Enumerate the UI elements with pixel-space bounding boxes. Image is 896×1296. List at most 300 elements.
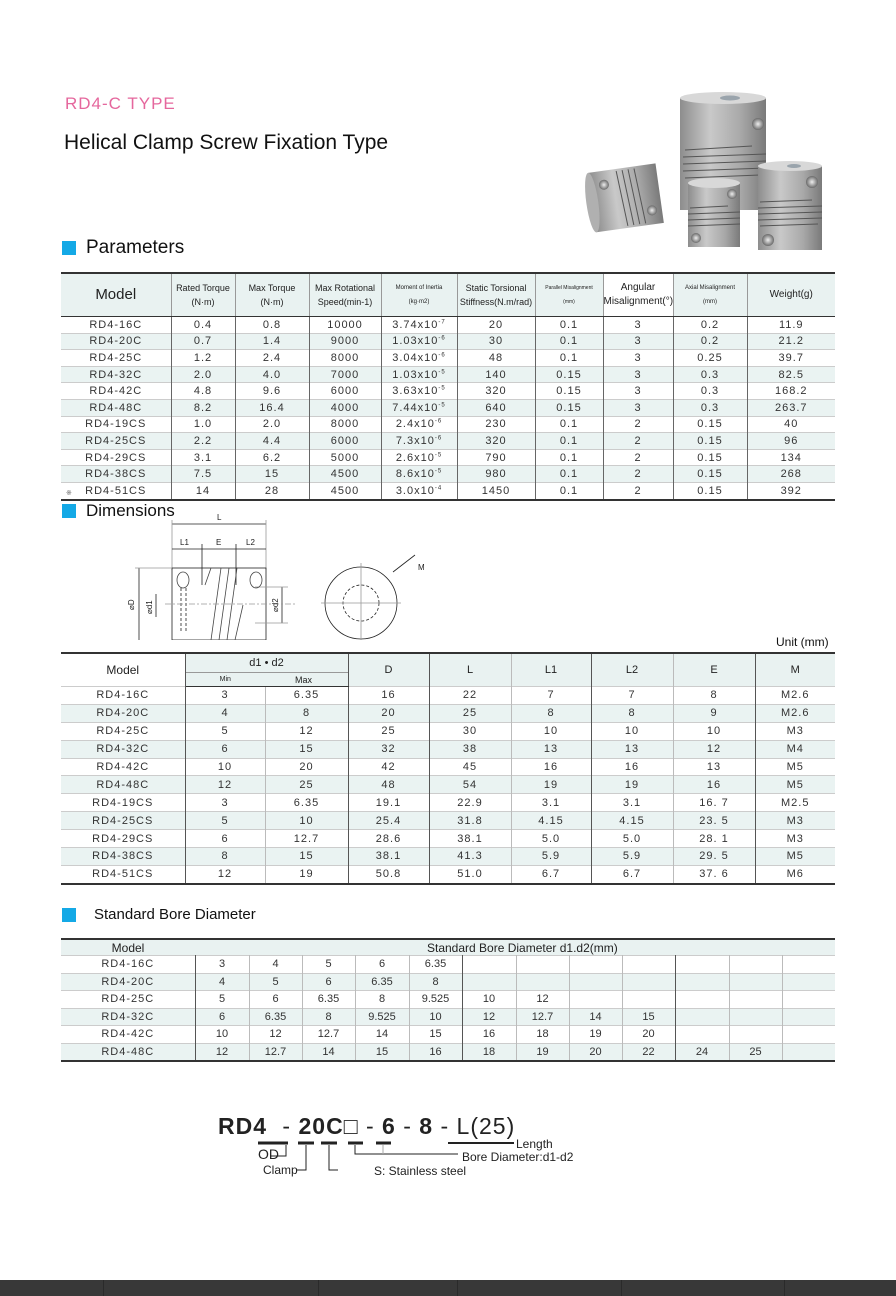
cell-bore-value: 8 [302,1008,355,1026]
cell-max: 19 [265,865,348,883]
cell-e: 13 [673,758,755,776]
cell-d: 32 [348,740,429,758]
cell-rated: 0.7 [171,333,235,350]
cell-bore-value: 19 [516,1043,569,1061]
cell-angular: 3 [603,366,673,383]
cell-parallel: 0.1 [535,317,603,334]
col-header-line2: (mm) [703,299,717,305]
cell-bore-value [729,991,782,1009]
cell-e: 12 [673,740,755,758]
cell-model: RD4-25C [61,991,195,1009]
cell-e: 10 [673,722,755,740]
inertia-exponent: -5 [438,402,446,409]
inertia-base: 7.44x10 [392,401,439,414]
cell-stiffness: 230 [457,416,535,433]
cell-bore-value: 15 [409,1026,462,1044]
cell-d: 42 [348,758,429,776]
label-clamp: Clamp [263,1163,298,1177]
table-row [61,416,835,433]
cell-inertia [381,449,457,466]
table-row [61,865,835,883]
code-material-box: □ [343,1113,359,1139]
cell-min: 3 [185,794,265,812]
cell-angular: 2 [603,466,673,483]
coupling-medium-right [758,161,822,250]
col-header [171,273,235,317]
label-L2: L2 [246,538,255,547]
inertia-exponent: -5 [438,385,446,392]
cell-d: 50.8 [348,865,429,883]
cell-bore-value: 6 [195,1008,249,1026]
section-bullet-icon [62,241,76,255]
cell-speed: 4000 [309,399,381,416]
cell-bore-value: 6.35 [355,973,409,991]
cell-max: 16.4 [235,399,309,416]
cell-model: RD4-48C [61,399,171,416]
col-header-max: Max [265,673,348,687]
cell-max: 12 [265,722,348,740]
standard-bore-table [61,938,835,1062]
cell-max: 9.6 [235,383,309,400]
cell-bore-value: 12 [462,1008,516,1026]
inertia-exponent: -6 [434,435,443,442]
cell-max: 2.0 [235,416,309,433]
cell-m: M2.5 [755,794,835,812]
cell-parallel: 0.15 [535,366,603,383]
cell-inertia [381,416,457,433]
col-header [309,273,381,317]
cell-bore-value: 12 [249,1026,302,1044]
code-d2: 8 [419,1113,434,1139]
cell-bore-value: 22 [622,1043,675,1061]
inertia-base: 1.03x10 [392,368,439,381]
table-row [61,740,835,758]
label-od: OD [258,1146,279,1162]
cell-angular: 3 [603,399,673,416]
cell-angular: 3 [603,333,673,350]
cell-model: RD4-20C [61,333,171,350]
cell-bore-value: 16 [462,1026,516,1044]
parameters-table [61,272,835,501]
cell-l: 25 [429,704,511,722]
cell-d: 25 [348,722,429,740]
cell-model: RD4-32C [61,366,171,383]
cell-parallel: 0.15 [535,399,603,416]
cell-bore-value: 15 [355,1043,409,1061]
inertia-base: 3.0x10 [395,484,435,497]
cell-bore-value: 8 [409,973,462,991]
col-header-line1: Model [95,286,137,303]
table-row [61,350,835,367]
unit-label: Unit (mm) [776,635,829,649]
cell-bore-value: 6.35 [302,991,355,1009]
section-bore-title: Standard Bore Diameter [94,906,256,923]
cell-max: 20 [265,758,348,776]
cell-bore-value: 10 [462,991,516,1009]
cell-max: 6.35 [265,687,348,705]
cell-parallel: 0.15 [535,383,603,400]
cell-model: RD4-42C [61,758,185,776]
cell-l: 38 [429,740,511,758]
cell-weight: 39.7 [747,350,835,367]
cell-model: RD4-20C [61,973,195,991]
col-header-L1: L1 [511,653,591,687]
cell-stiffness: 20 [457,317,535,334]
col-header-d1-d2: d1 • d2 [185,653,348,673]
cell-m: M5 [755,758,835,776]
cell-speed: 10000 [309,317,381,334]
cell-axial: 0.2 [673,317,747,334]
section-dimensions-title: Dimensions [86,501,175,520]
cell-speed: 8000 [309,350,381,367]
cell-min: 6 [185,740,265,758]
cell-bore-value: 12.7 [302,1026,355,1044]
cell-l1: 13 [511,740,591,758]
col-header-line1: Static Torsional [465,283,527,293]
cell-model: RD4-29CS [61,449,171,466]
col-header [673,273,747,317]
cell-l1: 7 [511,687,591,705]
cell-model: RD4-16C [61,687,185,705]
cell-l1: 3.1 [511,794,591,812]
label-d2: ⌀d2 [271,598,280,612]
table-row [61,466,835,483]
col-header [603,273,673,317]
cell-stiffness: 790 [457,449,535,466]
cell-min: 4 [185,704,265,722]
cell-m: M4 [755,740,835,758]
cell-bore-value: 18 [516,1026,569,1044]
cell-model: RD4-25CS [61,812,185,830]
inertia-base: 7.3x10 [395,434,435,447]
cell-l2: 13 [591,740,673,758]
cell-bore-value [675,991,729,1009]
cell-bore-value [782,1043,835,1061]
cell-bore-value: 10 [409,1008,462,1026]
cell-stiffness: 320 [457,383,535,400]
cell-speed: 5000 [309,449,381,466]
cell-stiffness: 980 [457,466,535,483]
cell-e: 8 [673,687,755,705]
cell-m: M3 [755,830,835,848]
label-length: Length [516,1137,553,1151]
cell-bore-value: 20 [622,1026,675,1044]
table-row [61,433,835,450]
inertia-base: 3.04x10 [392,351,439,364]
cell-stiffness: 640 [457,399,535,416]
label-d1: ⌀d1 [145,600,154,614]
cell-l2: 19 [591,776,673,794]
cell-speed: 7000 [309,366,381,383]
cell-max: 0.8 [235,317,309,334]
inertia-base: 3.74x10 [392,318,439,331]
cell-d: 28.6 [348,830,429,848]
cell-inertia [381,482,457,499]
cell-m: M2.6 [755,704,835,722]
cell-parallel: 0.1 [535,449,603,466]
col-header-line2: Speed(min-1) [317,297,373,307]
cell-bore-value: 19 [569,1026,622,1044]
cell-model: RD4-25C [61,722,185,740]
cell-d: 16 [348,687,429,705]
table-row [61,1008,835,1026]
cell-bore-value: 3 [195,956,249,974]
cell-bore-value: 20 [569,1043,622,1061]
inertia-exponent: -5 [434,451,443,458]
cell-max: 15 [265,848,348,866]
cell-weight: 96 [747,433,835,450]
cell-speed: 4500 [309,482,381,499]
cell-angular: 2 [603,416,673,433]
col-header-model: Model [61,939,195,956]
table-row [61,449,835,466]
cell-stiffness: 140 [457,366,535,383]
cell-bore-value: 4 [195,973,249,991]
cell-min: 3 [185,687,265,705]
cell-bore-value [782,991,835,1009]
cell-stiffness: 30 [457,333,535,350]
cell-l1: 10 [511,722,591,740]
cell-model: RD4-38CS [61,466,171,483]
cell-bore-value [569,956,622,974]
cell-model: RD4-20C [61,704,185,722]
cell-model: RD4-42C [61,1026,195,1044]
cell-d: 20 [348,704,429,722]
col-header [61,273,171,317]
cell-bore-value [782,1008,835,1026]
cell-rated: 3.1 [171,449,235,466]
cell-bore-value: 25 [729,1043,782,1061]
cell-model: RD4-19CS [61,416,171,433]
cell-bore-value: 4 [249,956,302,974]
cell-d: 19.1 [348,794,429,812]
label-D: ⌀D [127,599,136,610]
cell-bore-value: 24 [675,1043,729,1061]
bottom-bar [0,1280,896,1296]
col-header-line1: Max Rotational [314,283,376,293]
part-number-code [218,1113,515,1140]
code-dash: - [440,1113,450,1139]
dimension-drawing [125,510,435,640]
cell-speed: 6000 [309,383,381,400]
cell-bore-value [729,973,782,991]
col-header [535,273,603,317]
cell-axial: 0.2 [673,333,747,350]
cell-e: 29. 5 [673,848,755,866]
cell-bore-value: 14 [302,1043,355,1061]
col-header-line2: Misalignment(°) [603,296,674,307]
cell-max: 2.4 [235,350,309,367]
inertia-exponent: -7 [438,319,446,326]
cell-parallel: 0.1 [535,333,603,350]
cell-rated: 8.2 [171,399,235,416]
cell-bore-value: 6 [355,956,409,974]
cell-parallel: 0.1 [535,466,603,483]
section-parameters [62,237,184,259]
cell-bore-value [729,956,782,974]
cell-bore-value [729,1008,782,1026]
code-clamp: C [326,1113,344,1139]
cell-axial: 0.15 [673,416,747,433]
cell-bore-value: 9.525 [355,1008,409,1026]
cell-max: 15 [265,740,348,758]
cell-m: M6 [755,865,835,883]
inertia-exponent: -5 [438,368,446,375]
col-header-line2: (N·m) [260,297,284,307]
col-header-line2: Stiffness(N.m/rad) [459,297,533,307]
cell-l: 41.3 [429,848,511,866]
cell-l2: 4.15 [591,812,673,830]
cell-l2: 7 [591,687,673,705]
cell-bore-value [622,991,675,1009]
cell-rated: 2.0 [171,366,235,383]
inertia-exponent: -5 [434,468,443,475]
cell-bore-value [729,1026,782,1044]
label-bore-diameter: Bore Diameter:d1-d2 [462,1150,574,1164]
col-header-line1: Axial Misalignment [684,285,736,291]
col-header-line1: Parallel Misalignment [545,285,593,291]
cell-l2: 5.0 [591,830,673,848]
cell-bore-value: 9.525 [409,991,462,1009]
cell-inertia [381,433,457,450]
cell-model: RD4-51CS [61,865,185,883]
cell-parallel: 0.1 [535,416,603,433]
table-row [61,1043,835,1061]
code-od: 20 [298,1113,327,1139]
cell-max: 4.0 [235,366,309,383]
table-row [61,991,835,1009]
cell-max: 4.4 [235,433,309,450]
cell-l: 30 [429,722,511,740]
cell-model: RD4-16C [61,317,171,334]
cell-angular: 3 [603,317,673,334]
cell-bore-value: 16 [409,1043,462,1061]
table-row [61,758,835,776]
label-L1: L1 [180,538,189,547]
col-header-line1: Angular [620,282,656,293]
cell-l1: 5.0 [511,830,591,848]
cell-bore-value [782,973,835,991]
cell-axial: 0.15 [673,466,747,483]
cell-inertia [381,317,457,334]
bottom-bar-segment [785,1280,896,1296]
cell-model: RD4-48C [61,776,185,794]
cell-parallel: 0.1 [535,350,603,367]
col-header-min: Min [185,673,265,687]
col-header-model: Model [61,653,185,687]
col-header-M: M [755,653,835,687]
code-length: L(25) [456,1113,516,1139]
cell-angular: 3 [603,350,673,367]
cell-axial: 0.3 [673,383,747,400]
cell-l: 54 [429,776,511,794]
cell-weight: 11.9 [747,317,835,334]
note-mark: ※ [66,490,72,497]
section-standard-bore [62,906,256,923]
cell-d: 25.4 [348,812,429,830]
dimensions-table [61,652,835,885]
section-parameters-title: Parameters [86,237,185,258]
cell-max: 1.4 [235,333,309,350]
cell-speed: 9000 [309,333,381,350]
cell-m: M5 [755,776,835,794]
cell-d: 48 [348,776,429,794]
cell-max: 6.2 [235,449,309,466]
cell-bore-value: 6 [249,991,302,1009]
cell-bore-value [569,991,622,1009]
cell-l: 22.9 [429,794,511,812]
cell-min: 5 [185,812,265,830]
coupling-small-middle [688,178,740,247]
label-M: M [418,563,425,572]
cell-inertia [381,333,457,350]
cell-angular: 2 [603,449,673,466]
cell-bore-value: 12 [516,991,569,1009]
cell-m: M2.6 [755,687,835,705]
cell-bore-value [569,973,622,991]
table-row [61,366,835,383]
cell-rated: 7.5 [171,466,235,483]
cell-l1: 8 [511,704,591,722]
code-dash: - [365,1113,375,1139]
cell-angular: 3 [603,383,673,400]
col-header-line1: Rated Torque [176,283,230,293]
col-header-L: L [429,653,511,687]
bottom-bar-segment [319,1280,458,1296]
inertia-exponent: -4 [434,485,443,492]
cell-model: RD4-25CS [61,433,171,450]
cell-model: RD4-38CS [61,848,185,866]
cell-max: 12.7 [265,830,348,848]
table-row [61,812,835,830]
cell-l2: 3.1 [591,794,673,812]
cell-stiffness: 1450 [457,482,535,499]
cell-bore-value [675,973,729,991]
cell-bore-value: 6 [302,973,355,991]
cell-e: 16. 7 [673,794,755,812]
cell-model: RD4-42C [61,383,171,400]
cell-inertia [381,399,457,416]
inertia-exponent: -6 [438,352,446,359]
cell-bore-value: 12.7 [249,1043,302,1061]
product-image [580,88,840,258]
cell-bore-value: 5 [195,991,249,1009]
cell-speed: 8000 [309,416,381,433]
cell-rated: 4.8 [171,383,235,400]
cell-weight: 82.5 [747,366,835,383]
cell-bore-value [516,973,569,991]
cell-m: M3 [755,812,835,830]
cell-axial: 0.15 [673,482,747,499]
cell-min: 8 [185,848,265,866]
cell-e: 37. 6 [673,865,755,883]
cell-bore-value: 5 [249,973,302,991]
cell-weight: 168.2 [747,383,835,400]
bottom-bar-segment [0,1280,104,1296]
cell-l2: 8 [591,704,673,722]
cell-bore-value: 14 [355,1026,409,1044]
bottom-bar-segment [458,1280,622,1296]
cell-l2: 16 [591,758,673,776]
cell-bore-value [782,1026,835,1044]
cell-bore-value: 12 [195,1043,249,1061]
cell-model: RD4-32C [61,740,185,758]
cell-l: 22 [429,687,511,705]
cell-bore-value: 6.35 [249,1008,302,1026]
cell-speed: 6000 [309,433,381,450]
cell-rated: 1.0 [171,416,235,433]
table-row [61,794,835,812]
